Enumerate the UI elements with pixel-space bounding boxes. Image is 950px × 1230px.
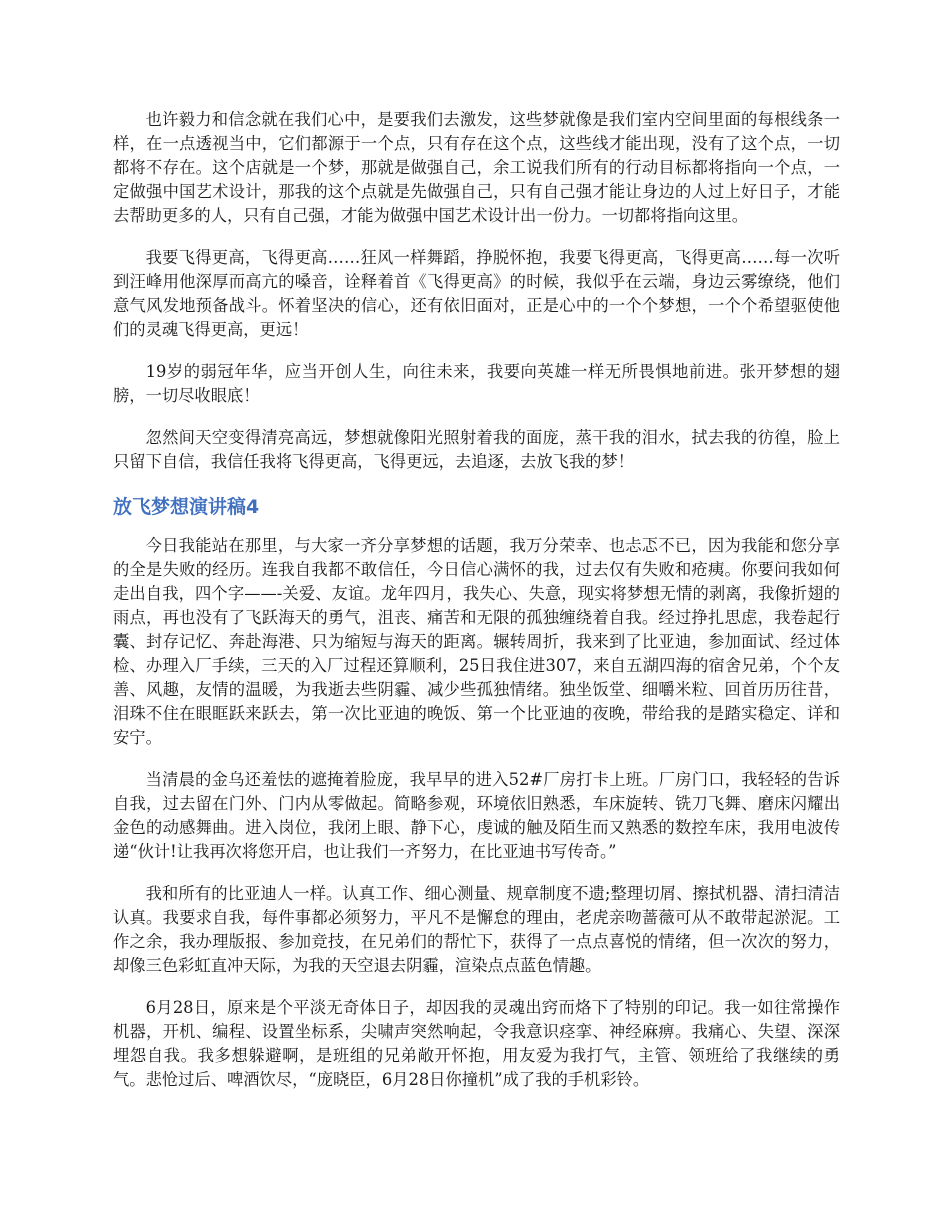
paragraph: 也许毅力和信念就在我们心中，是要我们去激发，这些梦就像是我们室内空间里面的每根线条一样，在一点透视当中，它们都源于一个点，只有存在这个点，这些线才能出现，没有了这个点，一切都将不存在。这个店就是一个梦，那就是做强自己，余工说我们所有的行动目标都将指向一个点，一定做强中国艺术设计，那我的这个点就是先做强自己，只有自己强才能让身边的人过上好日子，才能去帮助更多的人，只有自己强，才能为做强中国艺术设计出一份力。一切都将指向这里。 <box>113 110 840 225</box>
paragraph: 当清晨的金乌还羞怯的遮掩着脸庞，我早早的进入52#厂房打卡上班。厂房门口，我轻轻的告诉自我，过去留在门外、门内从零做起。简略参观，环境依旧熟悉，车床旋转、铣刀飞舞、磨床闪耀出金色的动感舞曲。进入岗位，我闭上眼、静下心，虔诚的触及陌生而又熟悉的数控车床，我用电波传递“伙计!让我再次将您开启，也让我们一齐努力，在比亚迪书写传奇。” <box>113 770 840 861</box>
section-title: 放飞梦想演讲稿4 <box>113 496 260 518</box>
paragraph: 6月28日，原来是个平淡无奇体日子，却因我的灵魂出窍而烙下了特别的印记。我一如往常操作机器，开机、编程、设置坐标系，尖啸声突然响起，令我意识痉挛、神经麻痹。我痛心、失望、深深埋怨自我。我多想躲避啊，是班组的兄弟敞开怀抱，用友爱为我打气，主管、领班给了我继续的勇气。悲怆过后、啤酒饮尽，“庞晓臣，6月28日你撞机”成了我的手机彩铃。 <box>113 998 840 1089</box>
paragraph: 我要飞得更高，飞得更高……狂风一样舞蹈，挣脱怀抱，我要飞得更高，飞得更高……每一次听到汪峰用他深厚而高亢的嗓音，诠释着首《飞得更高》的时候，我似乎在云端，身边云雾缭绕，他们意气风发地预备战斗。怀着坚决的信心，还有依旧面对，正是心中的一个个梦想，一个个希望驱使他们的灵魂飞得更高，更远！ <box>113 248 840 339</box>
paragraph: 忽然间天空变得清亮高远，梦想就像阳光照射着我的面庞，蒸干我的泪水，拭去我的彷徨，脸上只留下自信，我信任我将飞得更高，飞得更远，去追逐，去放飞我的梦！ <box>113 428 840 471</box>
document-page <box>113 108 840 1110</box>
paragraph: 今日我能站在那里，与大家一齐分享梦想的话题，我万分荣幸、也忐忑不已，因为我能和您分享的全是失败的经历。连我自我都不敢信任，今日信心满怀的我，过去仅有失败和疮痍。你要问我如何走出自我，四个字——-关爱、友谊。龙年四月，我失心、失意，现实将梦想无情的剥离，我像折翅的雨点，再也没有了飞跃海天的勇气，沮丧、痛苦和无限的孤独缠绕着自我。经过挣扎思虑，我卷起行囊、封存记忆、奔赴海港、只为缩短与海天的距离。辗转周折，我来到了比亚迪，参加面试、经过体检、办理入厂手续，三天的入厂过程还算顺利，25日我住进307，来自五湖四海的宿舍兄弟，个个友善、风趣，友情的温暖，为我逝去些阴霾、减少些孤独情绪。独坐饭堂、细嚼米粒、回首历历往昔，泪珠不住在眼眶跃来跃去，第一次比亚迪的晚饭、第一个比亚迪的夜晚，带给我的是踏实稳定、详和安宁。 <box>113 536 840 747</box>
paragraph: 我和所有的比亚迪人一样。认真工作、细心测量、规章制度不遗;整理切屑、擦拭机器、清扫清洁认真。我要求自我，每件事都必须努力，平凡不是懈怠的理由，老虎亲吻蔷薇可从不敢带起淤泥。工作之余，我办理版报、参加竞技，在兄弟们的帮忙下，获得了一点点喜悦的情绪，但一次次的努力，却像三色彩虹直冲天际，为我的天空退去阴霾，渲染点点蓝色情趣。 <box>113 884 840 975</box>
paragraph: 19岁的弱冠年华，应当开创人生，向往未来，我要向英雄一样无所畏惧地前进。张开梦想的翅膀，一切尽收眼底！ <box>113 362 840 405</box>
